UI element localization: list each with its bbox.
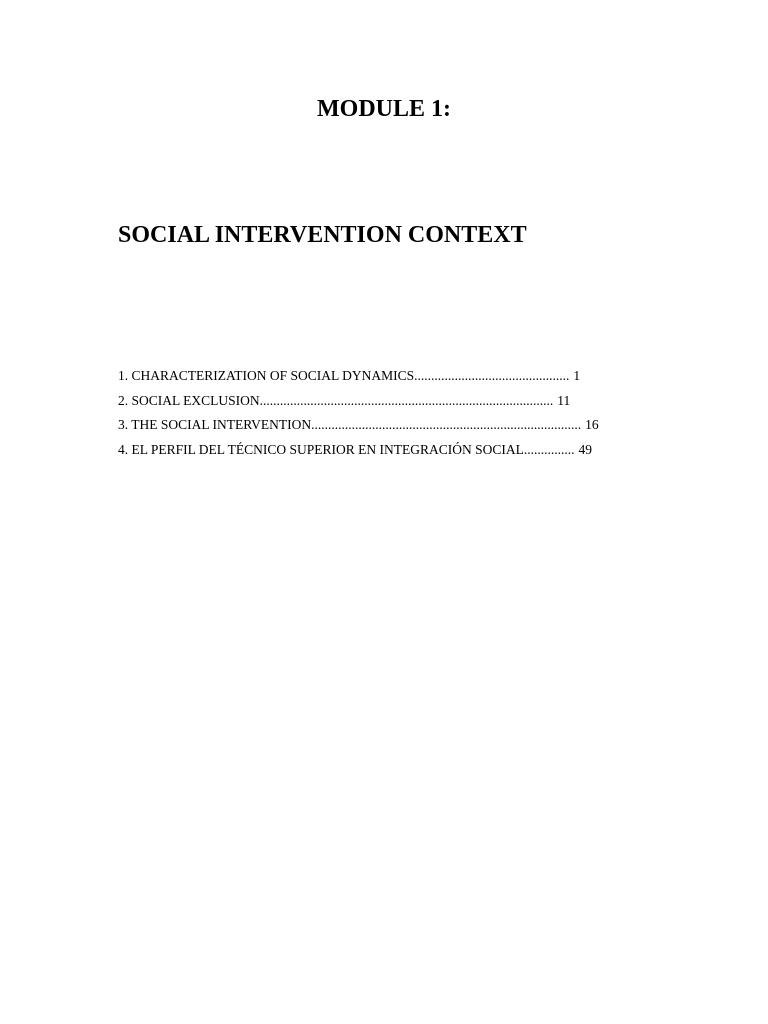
toc-entry-1[interactable] (118, 364, 599, 389)
toc-entry-3[interactable] (118, 413, 599, 438)
toc-entry-label: 1. CHARACTERIZATION OF SOCIAL DYNAMICS (118, 368, 415, 383)
section-title: SOCIAL INTERVENTION CONTEXT (118, 222, 527, 248)
toc-page-number: 1 (573, 368, 581, 383)
table-of-contents (118, 364, 599, 462)
toc-entry-label: 2. SOCIAL EXCLUSION (118, 392, 260, 408)
toc-entry-label: 3. THE SOCIAL INTERVENTION (118, 417, 312, 432)
toc-leader-dots: ....................................................................................... (259, 392, 554, 408)
toc-entry-label: 4. EL PERFIL DEL TÉCNICO SUPERIOR EN INTEGRACIÓN SOCIAL (118, 441, 524, 457)
toc-entry-4[interactable] (118, 438, 599, 463)
toc-leader-dots: ............... (523, 441, 575, 457)
module-title: MODULE 1: (317, 96, 451, 122)
toc-leader-dots: .............................................. (414, 368, 570, 383)
toc-entry-2[interactable] (118, 389, 599, 414)
toc-page-number: 16 (585, 417, 599, 432)
toc-page-number: 49 (578, 441, 592, 457)
toc-page-number: 11 (557, 392, 571, 408)
toc-leader-dots: ................................................................................ (311, 417, 582, 432)
